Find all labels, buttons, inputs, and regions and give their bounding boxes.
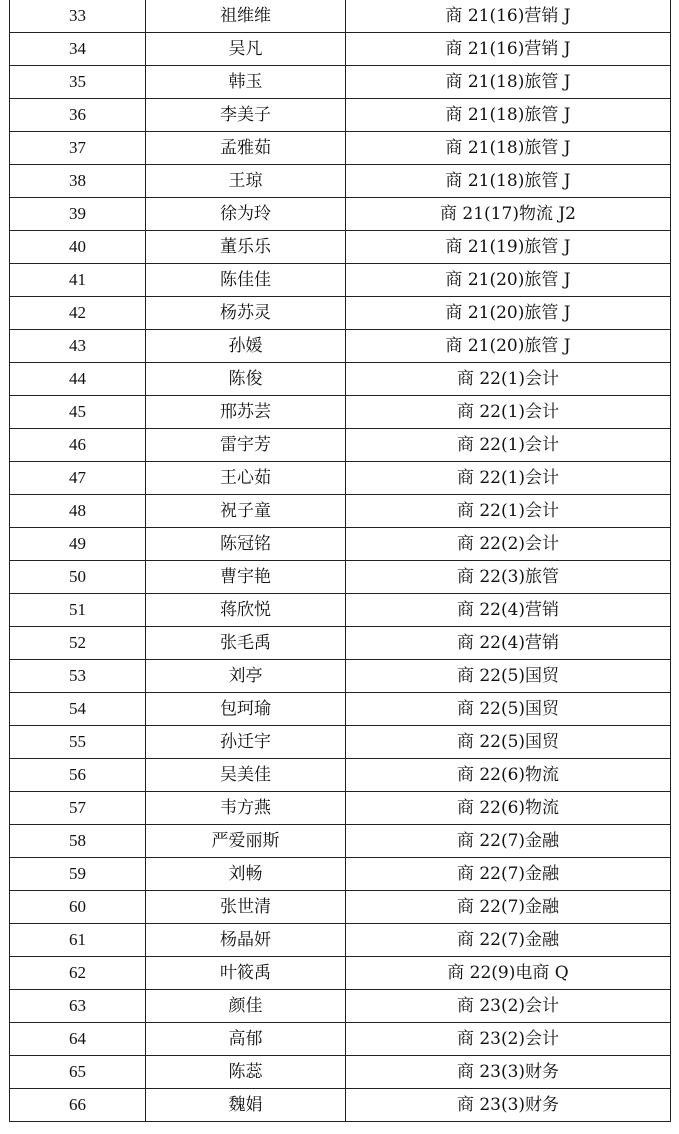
table-row: [10, 396, 671, 429]
class-cell: 商 21(17)物流 J2: [346, 198, 671, 231]
student-name-cell: 祖维维: [146, 0, 346, 33]
class-cell: 商 22(1)会计: [346, 396, 671, 429]
row-number-cell: 64: [10, 1023, 146, 1056]
class-cell: 商 22(1)会计: [346, 462, 671, 495]
table-row: [10, 330, 671, 363]
class-cell: 商 21(18)旅管 J: [346, 99, 671, 132]
class-cell: 商 21(18)旅管 J: [346, 165, 671, 198]
row-number-cell: 43: [10, 330, 146, 363]
student-name-cell: 刘畅: [146, 858, 346, 891]
table-row: [10, 660, 671, 693]
class-cell: 商 22(7)金融: [346, 924, 671, 957]
row-number-cell: 39: [10, 198, 146, 231]
student-name-cell: 祝子童: [146, 495, 346, 528]
row-number-cell: 46: [10, 429, 146, 462]
student-name-cell: 王心茹: [146, 462, 346, 495]
table-row: [10, 858, 671, 891]
table-row: [10, 693, 671, 726]
student-name-cell: 孟雅茹: [146, 132, 346, 165]
table-row: [10, 957, 671, 990]
class-cell: 商 22(7)金融: [346, 858, 671, 891]
class-cell: 商 22(7)金融: [346, 891, 671, 924]
table-row: [10, 891, 671, 924]
row-number-cell: 57: [10, 792, 146, 825]
table-row: [10, 825, 671, 858]
table-row: [10, 561, 671, 594]
row-number-cell: 66: [10, 1089, 146, 1122]
student-name-cell: 孙媛: [146, 330, 346, 363]
table-row: [10, 924, 671, 957]
table-row: [10, 627, 671, 660]
student-name-cell: 王琼: [146, 165, 346, 198]
class-cell: 商 21(20)旅管 J: [346, 330, 671, 363]
class-cell: 商 22(9)电商 Q: [346, 957, 671, 990]
student-name-cell: 曹宇艳: [146, 561, 346, 594]
row-number-cell: 35: [10, 66, 146, 99]
student-name-cell: 邢苏芸: [146, 396, 346, 429]
class-cell: 商 21(20)旅管 J: [346, 297, 671, 330]
table-row: [10, 726, 671, 759]
row-number-cell: 49: [10, 528, 146, 561]
student-name-cell: 严爱丽斯: [146, 825, 346, 858]
student-name-cell: 陈俊: [146, 363, 346, 396]
row-number-cell: 44: [10, 363, 146, 396]
table-row: [10, 1023, 671, 1056]
row-number-cell: 58: [10, 825, 146, 858]
class-cell: 商 21(19)旅管 J: [346, 231, 671, 264]
row-number-cell: 56: [10, 759, 146, 792]
row-number-cell: 33: [10, 0, 146, 33]
student-name-cell: 叶筱禹: [146, 957, 346, 990]
table-row: [10, 132, 671, 165]
row-number-cell: 36: [10, 99, 146, 132]
table-row: [10, 1056, 671, 1089]
row-number-cell: 37: [10, 132, 146, 165]
student-name-cell: 颜佳: [146, 990, 346, 1023]
student-name-cell: 雷宇芳: [146, 429, 346, 462]
student-name-cell: 徐为玲: [146, 198, 346, 231]
row-number-cell: 53: [10, 660, 146, 693]
class-cell: 商 22(3)旅管: [346, 561, 671, 594]
table-row: [10, 0, 671, 33]
table-row: [10, 495, 671, 528]
table-row: [10, 990, 671, 1023]
row-number-cell: 42: [10, 297, 146, 330]
student-name-cell: 韦方燕: [146, 792, 346, 825]
class-cell: 商 22(6)物流: [346, 759, 671, 792]
row-number-cell: 61: [10, 924, 146, 957]
class-cell: 商 22(4)营销: [346, 594, 671, 627]
class-cell: 商 23(3)财务: [346, 1056, 671, 1089]
class-cell: 商 21(20)旅管 J: [346, 264, 671, 297]
row-number-cell: 50: [10, 561, 146, 594]
student-name-cell: 吴凡: [146, 33, 346, 66]
class-cell: 商 22(4)营销: [346, 627, 671, 660]
class-cell: 商 21(18)旅管 J: [346, 66, 671, 99]
student-name-cell: 刘亭: [146, 660, 346, 693]
class-cell: 商 22(5)国贸: [346, 660, 671, 693]
student-name-cell: 韩玉: [146, 66, 346, 99]
class-cell: 商 21(16)营销 J: [346, 33, 671, 66]
class-cell: 商 22(7)金融: [346, 825, 671, 858]
student-name-cell: 魏娟: [146, 1089, 346, 1122]
row-number-cell: 38: [10, 165, 146, 198]
table-row: [10, 462, 671, 495]
row-number-cell: 65: [10, 1056, 146, 1089]
table-row: [10, 792, 671, 825]
student-name-cell: 董乐乐: [146, 231, 346, 264]
table-row: [10, 99, 671, 132]
student-name-cell: 高郁: [146, 1023, 346, 1056]
row-number-cell: 48: [10, 495, 146, 528]
student-name-cell: 孙迁宇: [146, 726, 346, 759]
row-number-cell: 62: [10, 957, 146, 990]
table-row: [10, 759, 671, 792]
class-cell: 商 22(5)国贸: [346, 726, 671, 759]
row-number-cell: 55: [10, 726, 146, 759]
class-cell: 商 21(16)营销 J: [346, 0, 671, 33]
row-number-cell: 59: [10, 858, 146, 891]
class-cell: 商 22(5)国贸: [346, 693, 671, 726]
class-cell: 商 22(6)物流: [346, 792, 671, 825]
class-cell: 商 23(2)会计: [346, 990, 671, 1023]
table-row: [10, 198, 671, 231]
row-number-cell: 45: [10, 396, 146, 429]
class-cell: 商 22(1)会计: [346, 495, 671, 528]
table-row: [10, 66, 671, 99]
roster-table-body: [10, 0, 671, 1122]
row-number-cell: 54: [10, 693, 146, 726]
row-number-cell: 40: [10, 231, 146, 264]
roster-table: [9, 0, 671, 1122]
table-row: [10, 264, 671, 297]
row-number-cell: 47: [10, 462, 146, 495]
class-cell: 商 22(2)会计: [346, 528, 671, 561]
student-name-cell: 陈蕊: [146, 1056, 346, 1089]
table-row: [10, 165, 671, 198]
row-number-cell: 52: [10, 627, 146, 660]
row-number-cell: 63: [10, 990, 146, 1023]
class-cell: 商 21(18)旅管 J: [346, 132, 671, 165]
table-row: [10, 363, 671, 396]
row-number-cell: 41: [10, 264, 146, 297]
student-name-cell: 杨晶妍: [146, 924, 346, 957]
row-number-cell: 51: [10, 594, 146, 627]
student-name-cell: 陈佳佳: [146, 264, 346, 297]
student-name-cell: 张毛禹: [146, 627, 346, 660]
table-row: [10, 297, 671, 330]
student-name-cell: 吴美佳: [146, 759, 346, 792]
row-number-cell: 34: [10, 33, 146, 66]
class-cell: 商 22(1)会计: [346, 363, 671, 396]
student-name-cell: 陈冠铭: [146, 528, 346, 561]
student-name-cell: 杨苏灵: [146, 297, 346, 330]
table-row: [10, 33, 671, 66]
student-name-cell: 包珂瑜: [146, 693, 346, 726]
student-name-cell: 张世清: [146, 891, 346, 924]
table-row: [10, 528, 671, 561]
table-row: [10, 429, 671, 462]
class-cell: 商 23(3)财务: [346, 1089, 671, 1122]
table-row: [10, 594, 671, 627]
row-number-cell: 60: [10, 891, 146, 924]
student-name-cell: 蒋欣悦: [146, 594, 346, 627]
table-row: [10, 1089, 671, 1122]
class-cell: 商 23(2)会计: [346, 1023, 671, 1056]
class-cell: 商 22(1)会计: [346, 429, 671, 462]
student-name-cell: 李美子: [146, 99, 346, 132]
table-row: [10, 231, 671, 264]
